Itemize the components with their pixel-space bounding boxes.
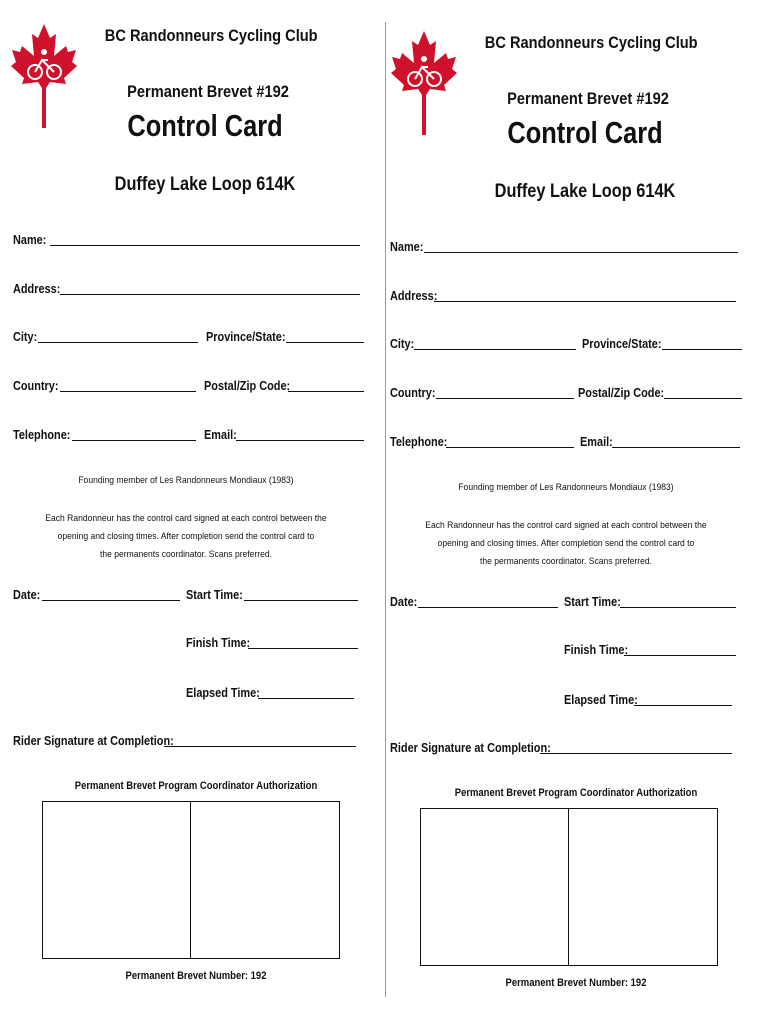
control-card-left [0, 0, 375, 1024]
email-label: Email: [580, 434, 613, 449]
date-field[interactable] [418, 607, 558, 608]
club-name: BC Randonneurs Cycling Club [484, 33, 698, 52]
postal-label: Postal/Zip Code: [204, 378, 291, 393]
rider-signature-field[interactable] [540, 753, 732, 754]
name-field[interactable] [424, 252, 738, 253]
authorization-box-divider [190, 802, 191, 958]
maple-leaf-cyclist-logo-icon [10, 22, 78, 132]
authorization-box-divider [568, 809, 569, 965]
rider-signature-label: Rider Signature at Completion: [13, 733, 174, 748]
authorization-label: Permanent Brevet Program Coordinator Authorization [454, 787, 698, 799]
elapsed-time-label: Elapsed Time: [186, 685, 260, 700]
finish-time-field[interactable] [248, 648, 358, 649]
name-label: Name: [390, 239, 424, 254]
email-field[interactable] [612, 447, 740, 448]
email-label: Email: [204, 427, 237, 442]
postal-field[interactable] [288, 391, 364, 392]
elapsed-time-field[interactable] [258, 698, 354, 699]
instruction-line-3: the permanents coordinator. Scans preferred. [479, 556, 653, 567]
elapsed-time-label: Elapsed Time: [564, 692, 638, 707]
country-label: Country: [390, 385, 436, 400]
postal-field[interactable] [664, 398, 742, 399]
brevet-number-label: Permanent Brevet Number: 192 [125, 970, 267, 982]
control-card-right [380, 7, 755, 1031]
instruction-line-3: the permanents coordinator. Scans preferred. [99, 549, 273, 560]
city-label: City: [390, 336, 415, 351]
province-label: Province/State: [206, 329, 286, 344]
city-label: City: [13, 329, 38, 344]
club-name: BC Randonneurs Cycling Club [104, 26, 318, 45]
name-field[interactable] [50, 245, 360, 246]
start-time-label: Start Time: [186, 587, 243, 602]
city-field[interactable] [38, 342, 198, 343]
province-label: Province/State: [582, 336, 662, 351]
rider-signature-label: Rider Signature at Completion: [390, 740, 551, 755]
country-field[interactable] [436, 398, 574, 399]
brevet-label: Permanent Brevet #192 [507, 89, 669, 108]
start-time-field[interactable] [244, 600, 358, 601]
name-label: Name: [13, 232, 47, 247]
authorization-label: Permanent Brevet Program Coordinator Authorization [74, 780, 318, 792]
maple-leaf-cyclist-logo-icon [390, 29, 458, 139]
finish-time-field[interactable] [624, 655, 736, 656]
instruction-line-2: opening and closing times. After completion send the control card to [57, 531, 315, 542]
country-label: Country: [13, 378, 59, 393]
country-field[interactable] [60, 391, 196, 392]
province-field[interactable] [662, 349, 742, 350]
start-time-field[interactable] [620, 607, 736, 608]
rider-signature-field[interactable] [164, 746, 356, 747]
telephone-field[interactable] [446, 447, 574, 448]
brevet-label: Permanent Brevet #192 [127, 82, 289, 101]
card-title: Control Card [127, 108, 283, 143]
province-field[interactable] [286, 342, 364, 343]
instruction-line-2: opening and closing times. After completion send the control card to [437, 538, 695, 549]
date-label: Date: [13, 587, 41, 602]
telephone-label: Telephone: [13, 427, 71, 442]
route-name: Duffey Lake Loop 614K [494, 181, 676, 202]
finish-time-label: Finish Time: [564, 642, 629, 657]
instruction-line-1: Each Randonneur has the control card signed at each control between the [45, 513, 327, 524]
telephone-label: Telephone: [390, 434, 448, 449]
founding-note: Founding member of Les Randonneurs Mondiaux (1983) [458, 482, 674, 493]
postal-label: Postal/Zip Code: [578, 385, 665, 400]
date-label: Date: [390, 594, 418, 609]
address-label: Address: [390, 288, 438, 303]
card-title: Control Card [507, 115, 663, 150]
authorization-box[interactable] [42, 801, 340, 959]
start-time-label: Start Time: [564, 594, 621, 609]
telephone-field[interactable] [72, 440, 196, 441]
founding-note: Founding member of Les Randonneurs Mondiaux (1983) [78, 475, 294, 486]
finish-time-label: Finish Time: [186, 635, 251, 650]
address-label: Address: [13, 281, 61, 296]
address-field[interactable] [60, 294, 360, 295]
elapsed-time-field[interactable] [634, 705, 732, 706]
date-field[interactable] [42, 600, 180, 601]
city-field[interactable] [414, 349, 576, 350]
instruction-line-1: Each Randonneur has the control card signed at each control between the [425, 520, 707, 531]
email-field[interactable] [236, 440, 364, 441]
brevet-number-label: Permanent Brevet Number: 192 [505, 977, 647, 989]
authorization-box[interactable] [420, 808, 718, 966]
route-name: Duffey Lake Loop 614K [114, 174, 296, 195]
address-field[interactable] [434, 301, 736, 302]
